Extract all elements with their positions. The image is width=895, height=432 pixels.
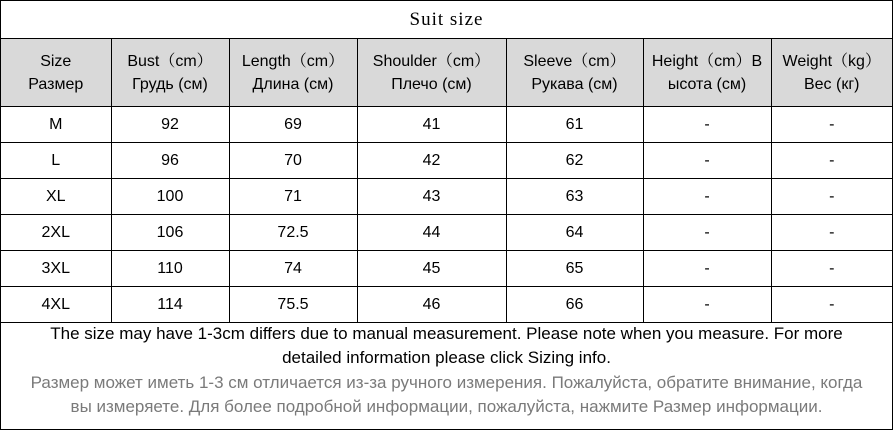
size-cell: 2XL <box>1 215 111 251</box>
note-russian-line-1: Размер может иметь 1-3 см отличается из-за ручного измерения. Пожалуйста, обратите внимание, когда <box>30 373 863 392</box>
column-header-label-ru: Размер <box>28 75 84 93</box>
column-header-height <box>643 39 771 107</box>
column-header-label-en: Bust（cm） <box>127 52 213 70</box>
header-row <box>1 39 892 107</box>
sleeve-cell: 65 <box>506 251 643 287</box>
weight-cell: - <box>771 179 892 215</box>
column-header-label-en: Height（cm）В <box>651 52 763 70</box>
sleeve-cell: 63 <box>506 179 643 215</box>
column-header-label-ru: Грудь (см) <box>132 75 208 93</box>
height-cell: - <box>643 215 771 251</box>
column-header-shoulder <box>357 39 506 107</box>
table-row <box>1 179 892 215</box>
table-row <box>1 287 892 323</box>
column-header-sleeve <box>506 39 643 107</box>
measurement-notes <box>1 322 892 419</box>
height-cell: - <box>643 107 771 143</box>
weight-cell: - <box>771 143 892 179</box>
bust-cell: 114 <box>111 287 229 323</box>
bust-cell: 96 <box>111 143 229 179</box>
table-row <box>1 107 892 143</box>
column-header-label-ru: Длина (см) <box>252 75 334 93</box>
table-row <box>1 215 892 251</box>
size-cell: L <box>1 143 111 179</box>
sleeve-cell: 64 <box>506 215 643 251</box>
shoulder-cell: 46 <box>357 287 506 323</box>
bust-cell: 100 <box>111 179 229 215</box>
length-cell: 71 <box>229 179 357 215</box>
chart-title: Suit size <box>1 1 892 39</box>
column-header-weight <box>771 39 892 107</box>
column-header-label-en: Sleeve（cm） <box>523 52 626 70</box>
shoulder-cell: 42 <box>357 143 506 179</box>
note-russian-line-2: вы измеряете. Для более подробной информации, пожалуйста, нажмите Размер информации. <box>70 397 823 416</box>
column-header-size <box>1 39 111 107</box>
weight-cell: - <box>771 287 892 323</box>
column-header-length <box>229 39 357 107</box>
length-cell: 75.5 <box>229 287 357 323</box>
length-cell: 72.5 <box>229 215 357 251</box>
height-cell: - <box>643 143 771 179</box>
table-row <box>1 251 892 287</box>
column-header-label-ru: Плечо (см) <box>391 75 472 93</box>
note-english-line-1: The size may have 1-3cm differs due to manual measurement. Please note when you measure. For more <box>50 324 843 343</box>
shoulder-cell: 43 <box>357 179 506 215</box>
height-cell: - <box>643 179 771 215</box>
shoulder-cell: 45 <box>357 251 506 287</box>
shoulder-cell: 44 <box>357 215 506 251</box>
size-table <box>1 39 892 323</box>
column-header-label-ru: Вес (кг) <box>803 75 860 93</box>
column-header-label-ru: Рукава (см) <box>531 75 618 93</box>
weight-cell: - <box>771 215 892 251</box>
weight-cell: - <box>771 107 892 143</box>
sleeve-cell: 66 <box>506 287 643 323</box>
column-header-label-en: Weight（kg） <box>782 52 881 70</box>
size-cell: 3XL <box>1 251 111 287</box>
length-cell: 70 <box>229 143 357 179</box>
sleeve-cell: 62 <box>506 143 643 179</box>
bust-cell: 92 <box>111 107 229 143</box>
sleeve-cell: 61 <box>506 107 643 143</box>
shoulder-cell: 41 <box>357 107 506 143</box>
column-header-label-en: Shoulder（cm） <box>372 52 491 70</box>
column-header-label-en: Length（cm） <box>241 52 345 70</box>
note-english <box>1 322 892 370</box>
weight-cell: - <box>771 251 892 287</box>
table-row <box>1 143 892 179</box>
note-english-line-2: detailed information please click Sizing info. <box>282 348 611 367</box>
height-cell: - <box>643 287 771 323</box>
length-cell: 74 <box>229 251 357 287</box>
length-cell: 69 <box>229 107 357 143</box>
column-header-bust <box>111 39 229 107</box>
note-russian <box>1 371 892 419</box>
column-header-label-en: Size <box>40 52 72 70</box>
column-header-label-ru: ысота (см) <box>667 75 747 93</box>
size-cell: 4XL <box>1 287 111 323</box>
bust-cell: 110 <box>111 251 229 287</box>
size-cell: XL <box>1 179 111 215</box>
height-cell: - <box>643 251 771 287</box>
size-cell: M <box>1 107 111 143</box>
bust-cell: 106 <box>111 215 229 251</box>
